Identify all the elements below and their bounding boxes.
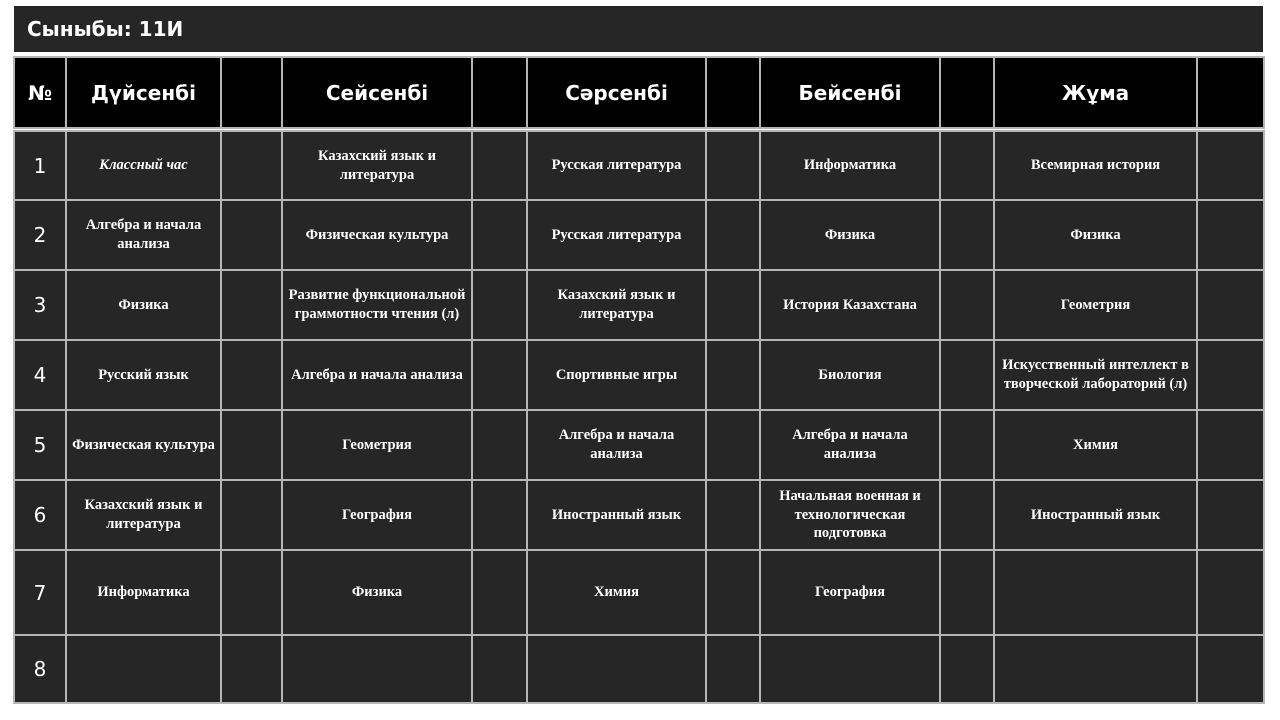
lesson-number: 3 xyxy=(14,270,66,340)
lesson-row xyxy=(14,550,1264,635)
lesson-cell-tuesday: Алгебра и начала анализа xyxy=(282,340,472,410)
lesson-cell-friday xyxy=(994,635,1197,703)
lesson-cell-thursday: Информатика xyxy=(760,131,940,200)
lesson-cell-tuesday: Казахский язык и литература xyxy=(282,131,472,200)
spacer-cell xyxy=(472,270,527,340)
timetable xyxy=(13,56,1265,704)
spacer-cell xyxy=(221,635,282,703)
spacer-cell xyxy=(221,410,282,480)
header-wednesday: Сәрсенбі xyxy=(527,57,706,128)
spacer-cell xyxy=(1197,480,1264,550)
header-thursday: Бейсенбі xyxy=(760,57,940,128)
spacer-cell xyxy=(940,635,994,703)
spacer-cell xyxy=(472,340,527,410)
lesson-cell-monday: Алгебра и начала анализа xyxy=(66,200,221,270)
spacer-cell xyxy=(1197,270,1264,340)
spacer-cell xyxy=(706,340,760,410)
lesson-cell-friday: Геометрия xyxy=(994,270,1197,340)
lesson-number: 5 xyxy=(14,410,66,480)
lesson-row xyxy=(14,480,1264,550)
lesson-cell-thursday: Алгебра и начала анализа xyxy=(760,410,940,480)
lesson-cell-friday xyxy=(994,550,1197,635)
spacer-cell xyxy=(940,410,994,480)
lesson-cell-tuesday: Развитие функциональной граммотности чтения (л) xyxy=(282,270,472,340)
lesson-cell-tuesday: Физика xyxy=(282,550,472,635)
lesson-cell-friday: Химия xyxy=(994,410,1197,480)
spacer-cell xyxy=(1197,410,1264,480)
spacer-cell xyxy=(940,340,994,410)
spacer-cell xyxy=(1197,131,1264,200)
lesson-cell-tuesday xyxy=(282,635,472,703)
lesson-cell-tuesday: Физическая культура xyxy=(282,200,472,270)
spacer-cell xyxy=(940,270,994,340)
spacer-cell xyxy=(706,410,760,480)
lesson-cell-wednesday: Русская литература xyxy=(527,131,706,200)
lesson-cell-thursday: Начальная военная и технологическая подготовка xyxy=(760,480,940,550)
lesson-number: 2 xyxy=(14,200,66,270)
header-tuesday: Сейсенбі xyxy=(282,57,472,128)
spacer-cell xyxy=(706,200,760,270)
lesson-cell-friday: Всемирная история xyxy=(994,131,1197,200)
header-spacer xyxy=(1197,57,1264,128)
spacer-cell xyxy=(1197,200,1264,270)
spacer-cell xyxy=(221,480,282,550)
lesson-number: 1 xyxy=(14,131,66,200)
lesson-cell-wednesday xyxy=(527,635,706,703)
spacer-cell xyxy=(472,550,527,635)
lesson-row xyxy=(14,410,1264,480)
lesson-cell-wednesday: Алгебра и начала анализа xyxy=(527,410,706,480)
lesson-cell-thursday xyxy=(760,635,940,703)
lesson-cell-thursday: География xyxy=(760,550,940,635)
lesson-cell-wednesday: Русская литература xyxy=(527,200,706,270)
header-row xyxy=(14,57,1264,128)
lesson-row xyxy=(14,340,1264,410)
lesson-cell-thursday: Физика xyxy=(760,200,940,270)
spacer-cell xyxy=(472,200,527,270)
header-spacer xyxy=(472,57,527,128)
lesson-cell-friday: Искусственный интеллект в творческой лабораторий (л) xyxy=(994,340,1197,410)
lesson-number: 6 xyxy=(14,480,66,550)
header-spacer xyxy=(221,57,282,128)
spacer-cell xyxy=(706,550,760,635)
spacer-cell xyxy=(472,480,527,550)
spacer-cell xyxy=(221,131,282,200)
lesson-cell-monday: Казахский язык и литература xyxy=(66,480,221,550)
lesson-number: 4 xyxy=(14,340,66,410)
header-friday: Жұма xyxy=(994,57,1197,128)
spacer-cell xyxy=(940,550,994,635)
spacer-cell xyxy=(221,270,282,340)
lesson-cell-monday: Классный час xyxy=(66,131,221,200)
spacer-cell xyxy=(472,635,527,703)
spacer-cell xyxy=(1197,635,1264,703)
lesson-cell-tuesday: География xyxy=(282,480,472,550)
spacer-cell xyxy=(940,480,994,550)
lesson-cell-wednesday: Спортивные игры xyxy=(527,340,706,410)
spacer-cell xyxy=(706,635,760,703)
lesson-cell-wednesday: Иностранный язык xyxy=(527,480,706,550)
spacer-cell xyxy=(706,131,760,200)
spacer-cell xyxy=(706,270,760,340)
lesson-number: 7 xyxy=(14,550,66,635)
class-title: Сыныбы: 11И xyxy=(14,6,1263,52)
lesson-row xyxy=(14,270,1264,340)
spacer-cell xyxy=(706,480,760,550)
lesson-cell-monday: Русский язык xyxy=(66,340,221,410)
lesson-cell-monday: Физика xyxy=(66,270,221,340)
lesson-cell-monday xyxy=(66,635,221,703)
header-monday: Дүйсенбі xyxy=(66,57,221,128)
lesson-cell-thursday: Биология xyxy=(760,340,940,410)
spacer-cell xyxy=(940,131,994,200)
spacer-cell xyxy=(221,340,282,410)
spacer-cell xyxy=(940,200,994,270)
spacer-cell xyxy=(221,200,282,270)
lesson-cell-thursday: История Казахстана xyxy=(760,270,940,340)
header-spacer xyxy=(706,57,760,128)
header-number: № xyxy=(14,57,66,128)
spacer-cell xyxy=(1197,340,1264,410)
lesson-row xyxy=(14,635,1264,703)
lesson-cell-friday: Иностранный язык xyxy=(994,480,1197,550)
header-spacer xyxy=(940,57,994,128)
lesson-cell-friday: Физика xyxy=(994,200,1197,270)
spacer-cell xyxy=(472,410,527,480)
lesson-row xyxy=(14,131,1264,200)
spacer-cell xyxy=(221,550,282,635)
lesson-cell-tuesday: Геометрия xyxy=(282,410,472,480)
lesson-cell-wednesday: Химия xyxy=(527,550,706,635)
lesson-cell-wednesday: Казахский язык и литература xyxy=(527,270,706,340)
lesson-number: 8 xyxy=(14,635,66,703)
lesson-cell-monday: Физическая культура xyxy=(66,410,221,480)
lesson-row xyxy=(14,200,1264,270)
lesson-cell-monday: Информатика xyxy=(66,550,221,635)
spacer-cell xyxy=(1197,550,1264,635)
spacer-cell xyxy=(472,131,527,200)
